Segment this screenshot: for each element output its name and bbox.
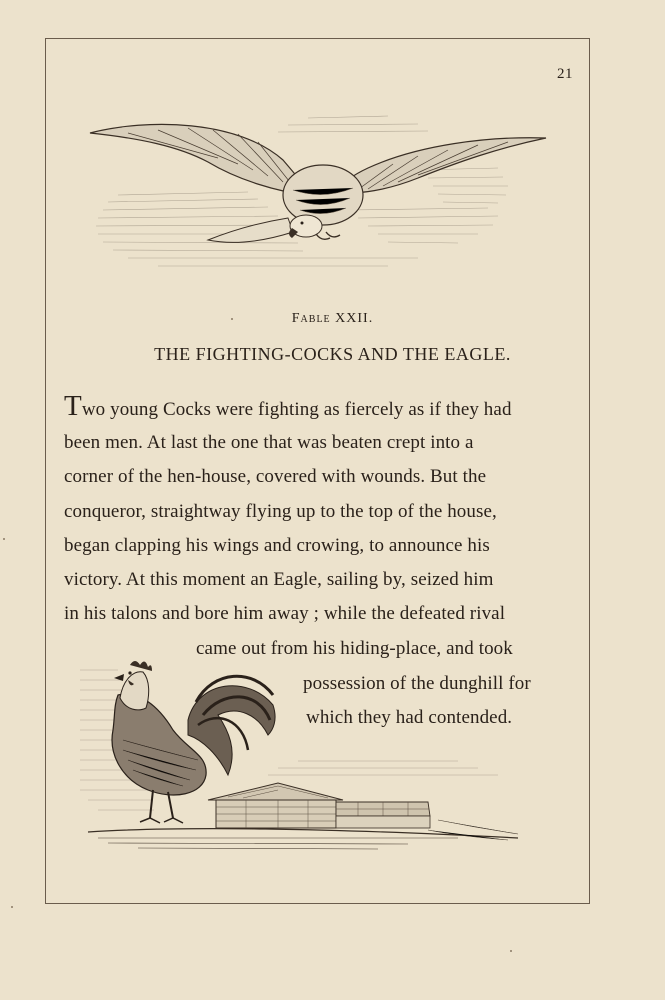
fable-text-line-6: victory. At this moment an Eagle, sailing by, seized him (64, 569, 494, 590)
fable-text-line-8: came out from his hiding-place, and took (196, 638, 513, 659)
fable-text-line-1: Two young Cocks were fighting as fiercely as if they had (64, 390, 512, 422)
fable-text-line-4: conqueror, straightway flying up to the top of the house, (64, 501, 497, 522)
fable-text-line-2: been men. At last the one that was beaten crept into a (64, 432, 474, 453)
page-number: 21 (557, 66, 573, 82)
fable-number: Fable XXII. (291, 311, 374, 326)
fable-text-line-9: possession of the dunghill for (303, 673, 531, 694)
paper-speck (510, 950, 512, 952)
fable-text-line-7: in his talons and bore him away ; while the defeated rival (64, 603, 506, 624)
paper-speck (3, 538, 5, 540)
drop-cap: T (64, 390, 82, 422)
paper-speck (231, 318, 233, 320)
fable-text-line-5: began clapping his wings and crowing, to announce his (64, 535, 490, 556)
fable-title: THE FIGHTING-COCKS AND THE EAGLE. (154, 344, 511, 364)
rooster-illustration (78, 640, 528, 860)
eagle-illustration (88, 100, 548, 280)
fable-text-line-10: which they had contended. (306, 707, 513, 728)
fable-text-line-3: corner of the hen-house, covered with wounds. But the (64, 466, 487, 487)
paper-speck (11, 906, 13, 908)
